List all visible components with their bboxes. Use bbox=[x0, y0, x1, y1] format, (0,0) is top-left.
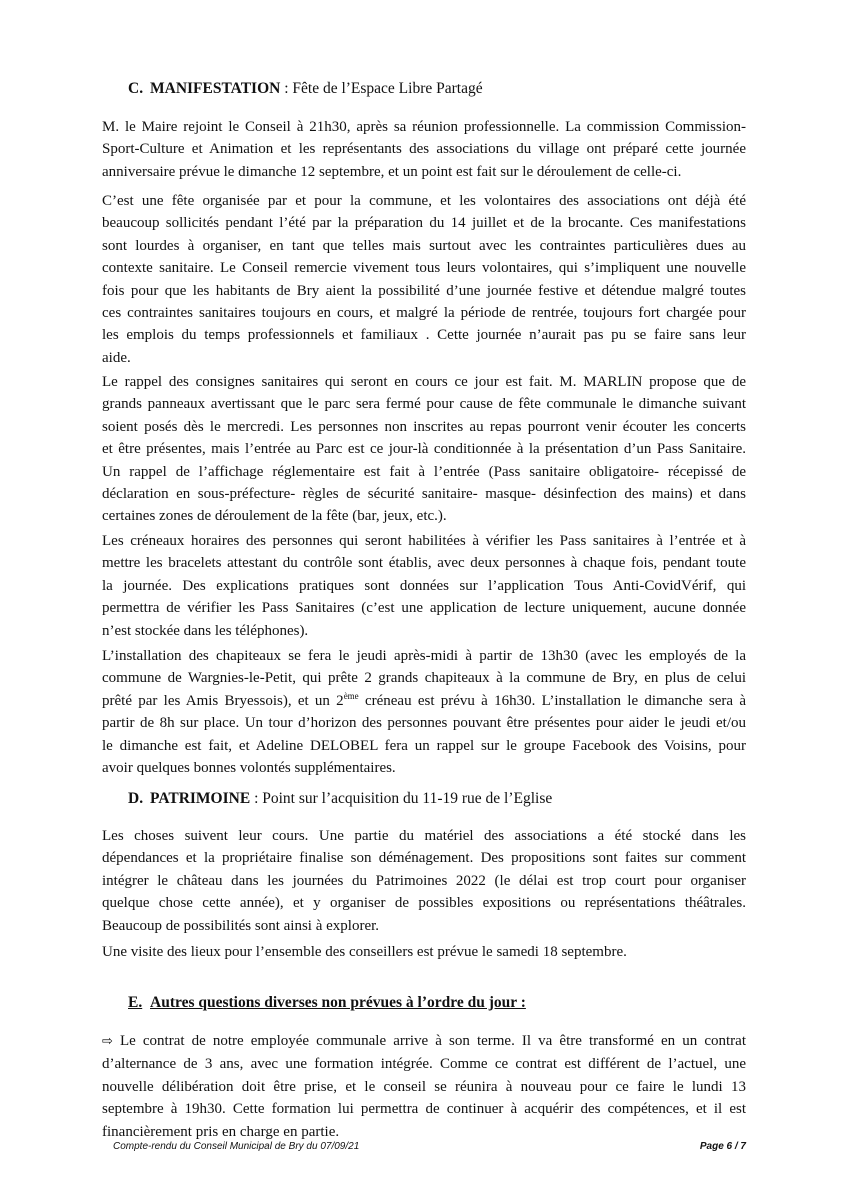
text-line: L’installation des chapiteaux se fera le jeudi après-midi à partir de 13h30 (avec les employés de la bbox=[102, 648, 746, 664]
text-line: et être présentes, mais l’entrée au Parc est ce jour-là conditionnée à la présentation d’un Pass Sanitaire. bbox=[102, 441, 746, 458]
text-line: Beaucoup de possibilités sont ainsi à explorer. bbox=[102, 917, 380, 934]
text-line: dépendances et la propriétaire finalise son déménagement. Des propositions sont faites sur comment bbox=[102, 850, 746, 867]
text-line: d’alternance de 3 ans, avec une formation intégrée. Comme ce contrat est différent de l’actuel, une bbox=[102, 1056, 746, 1073]
text-line: intégrer le château dans les journées du Patrimoines 2022 (le délai est trop court pour organiser bbox=[102, 872, 746, 889]
text-fragment: Le contrat de notre employée communale arrive à son terme. Il va être transformé en un contrat bbox=[112, 1033, 746, 1049]
text-line: nouvelle délibération doit être prise, et le conseil se réunira à nouveau pour ce faire le lundi 13 bbox=[102, 1078, 746, 1095]
text-line: la journée. Des explications pratiques sont données sur l’application Tous Anti-CovidVérif, qui bbox=[102, 577, 746, 594]
section-c-subtitle: : Fête de l’Espace Libre Partagé bbox=[280, 80, 483, 97]
text-line bbox=[102, 1030, 746, 1053]
text-line: Un rappel de l’affichage réglementaire est fait à l’entrée (Pass sanitaire obligatoire- récepissé de bbox=[102, 463, 746, 480]
text-line: n’est stockée dans les téléphones). bbox=[102, 622, 309, 639]
text-line: soient posés dès le mercredi. Les personnes non inscrites au repas pourront venir écouter les concerts bbox=[102, 418, 746, 435]
text-fragment: créneau est prévu à 16h30. L’installation le dimanche sera à bbox=[358, 692, 746, 709]
paragraph-patrimoine bbox=[102, 825, 746, 937]
text-line: fois pour que les habitants de Bry aient la possibilité d’une journée festive et détendue malgré toutes bbox=[102, 282, 746, 299]
text-line: C’est une fête organisée par et pour la commune, et les volontaires des associations ont déjà été bbox=[102, 193, 746, 209]
footer-page-number: Page 6 / 7 bbox=[699, 1141, 746, 1152]
page-footer bbox=[113, 1136, 746, 1158]
text-line: financièrement pris en charge en partie. bbox=[102, 1123, 340, 1140]
text-line: commune de Wargnies-le-Petit, qui prête 2 grands chapiteaux à la commune de Bry, en plus de celui bbox=[102, 670, 746, 687]
text-line: partir de 8h sur place. Un tour d’horizon des personnes pouvant être présentes pour aider le jeudi et/ou bbox=[102, 715, 746, 732]
section-d-letter: D. bbox=[128, 790, 144, 807]
text-line: les emplois du temps professionnels et familiaux . Cette journée n’aurait pas pu se faire sans leur bbox=[102, 327, 746, 344]
section-e-letter: E. bbox=[128, 994, 143, 1011]
text-line: beaucoup sollicités pendant l’été par la préparation du 14 juillet et de la brocante. Ces manifestations bbox=[102, 215, 746, 232]
text-line: anniversaire prévue le dimanche 12 septembre, et un point est fait sur le déroulement de celle-ci. bbox=[102, 163, 682, 180]
text-line: Sport-Culture et Animation et les représentants des associations du village ont préparé cette journée bbox=[102, 141, 746, 158]
section-d-subtitle: : Point sur l’acquisition du 11-19 rue de l’Eglise bbox=[250, 790, 553, 807]
text-line: contexte sanitaire. Le Conseil remercie vivement tous leurs volontaires, qui s’impliquent une nouvelle bbox=[102, 260, 746, 277]
text-line: aide. bbox=[102, 349, 131, 366]
text-line: grands panneaux avertissant que le parc sera fermé pour cause de fête communale le dimanche suivant bbox=[102, 396, 746, 413]
text-line bbox=[102, 690, 746, 712]
paragraph-tents bbox=[102, 645, 746, 779]
arrow-right-icon: ⇨ bbox=[102, 1034, 113, 1049]
text-line: le dimanche est fait, et Adeline DELOBEL fera un rappel sur le groupe Facebook des Voisins, pour bbox=[102, 737, 746, 754]
superscript: ème bbox=[343, 690, 359, 701]
paragraph-sanitary-rules bbox=[102, 371, 746, 528]
text-line: déclaration en sous-préfecture- règles de sécurité sanitaire- masque- désinfection des mains) et dans bbox=[102, 486, 746, 503]
text-line: avoir quelques bonnes volontés supplémentaires. bbox=[102, 760, 396, 777]
paragraph-maire-arrival bbox=[102, 116, 746, 183]
text-line: mettre les bracelets attestant du contrôle sont établis, avec deux personnes à chaque fois, pendant toute bbox=[102, 555, 746, 572]
text-line: Les créneaux horaires des personnes qui seront habilitées à vérifier les Pass sanitaires à l’entrée et à bbox=[102, 533, 746, 549]
text-line: septembre à 19h30. Cette formation lui permettra de continuer à acquérir des compétences, et il est bbox=[102, 1101, 746, 1118]
text-line: M. le Maire rejoint le Conseil à 21h30, après sa réunion professionnelle. La commission Commission- bbox=[102, 119, 746, 135]
text-line: certaines zones de déroulement de la fête (bar, jeux, etc.). bbox=[102, 508, 447, 525]
text-line: sont lourdes à organiser, en tant que telles mais surtout avec les contraintes particulières dues au bbox=[102, 237, 746, 254]
section-d-heading bbox=[128, 788, 552, 810]
paragraph-contract bbox=[102, 1030, 746, 1143]
section-c-title: MANIFESTATION bbox=[150, 80, 281, 97]
footer-document-title: Compte-rendu du Conseil Municipal de Bry du 07/09/21 bbox=[113, 1141, 360, 1152]
text-fragment: prêté par les Amis Bryessois), et un 2 bbox=[102, 692, 344, 709]
paragraph-volunteers bbox=[102, 190, 746, 369]
paragraph-visit bbox=[102, 941, 746, 963]
section-c-letter: C. bbox=[128, 80, 144, 97]
section-c-heading bbox=[128, 78, 483, 100]
section-e-title: Autres questions diverses non prévues à l’ordre du jour : bbox=[150, 994, 526, 1011]
section-d-title: PATRIMOINE bbox=[150, 790, 251, 807]
section-e-heading bbox=[128, 992, 526, 1014]
text-line: Les choses suivent leur cours. Une partie du matériel des associations a été stocké dans les bbox=[102, 828, 746, 844]
text-line: ces contraintes sanitaires toujours en cours, et malgré la période de rentrée, toujours fort chargée pour bbox=[102, 305, 746, 322]
text-line: Une visite des lieux pour l’ensemble des conseillers est prévue le samedi 18 septembre. bbox=[102, 944, 627, 960]
paragraph-pass-check bbox=[102, 530, 746, 642]
text-line: permettra de vérifier les Pass Sanitaires (c’est une application de lecture uniquement, aucune donnée bbox=[102, 600, 746, 617]
text-line: quelque chose cette année), et y organiser de possibles expositions ou représentations théâtrales. bbox=[102, 895, 746, 912]
text-line: Le rappel des consignes sanitaires qui seront en cours ce jour est fait. M. MARLIN propose que de bbox=[102, 374, 746, 390]
